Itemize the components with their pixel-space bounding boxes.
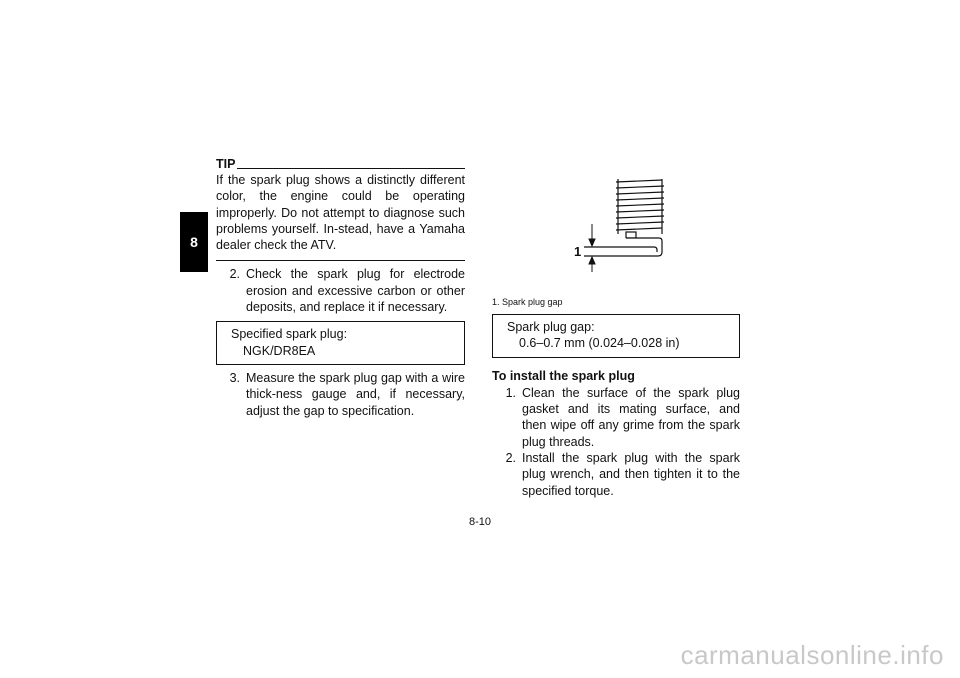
- watermark: carmanualsonline.info: [680, 640, 944, 670]
- step-number: 3.: [229, 370, 240, 385]
- tip-end-rule: [216, 260, 465, 261]
- figure-caption: 1. Spark plug gap: [492, 297, 563, 307]
- spark-plug-threads: [616, 179, 664, 234]
- tip-label: TIP: [216, 157, 236, 171]
- callout-1: 1: [574, 244, 582, 259]
- step-number: 2.: [229, 267, 240, 282]
- spark-plug-electrode: [584, 232, 662, 256]
- step-number: 1.: [505, 385, 516, 400]
- step-text: Check the spark plug for electrode erosion and excessive carbon or other deposits, and replace it if necessary.: [246, 267, 465, 315]
- spark-plug-gap-illustration: [544, 174, 724, 274]
- chapter-tab-number: 8: [190, 234, 198, 250]
- right-column: [492, 156, 740, 499]
- install-step-2: [492, 450, 740, 499]
- install-step-1: [492, 385, 740, 450]
- step-text: Clean the surface of the spark plug gasket and its mating surface, and then wipe off any grime from the spark plug threads.: [522, 385, 740, 449]
- spec-value: 0.6–0.7 mm (0.024–0.028 in): [519, 336, 680, 351]
- step-text: Measure the spark plug gap with a wire thick-ness gauge and, if necessary, adjust the gap to specification.: [246, 370, 465, 418]
- gap-dimension-arrows: [589, 224, 595, 272]
- spec-box-spark-plug-gap: [492, 314, 740, 358]
- step-2: [216, 266, 465, 315]
- spec-box-spark-plug: [216, 321, 465, 365]
- spark-plug-figure: [492, 156, 740, 294]
- section-title-install: To install the spark plug: [492, 368, 635, 383]
- step-number: 2.: [505, 451, 516, 466]
- spec-label: Spark plug gap:: [507, 320, 595, 334]
- spec-value: NGK/DR8EA: [243, 343, 316, 358]
- tip-rule: [237, 168, 465, 169]
- page-number: 8-10: [468, 516, 492, 528]
- step-3: [216, 370, 465, 419]
- spec-label: Specified spark plug:: [231, 327, 348, 342]
- tip-header: [216, 156, 465, 170]
- tip-body: If the spark plug shows a distinctly different color, the engine could be operating improperly. Do not attempt to diagnose such problems yourself. In-stead, have a Yamaha dealer check the ATV.: [216, 173, 465, 253]
- step-text: Install the spark plug with the spark plug wrench, and then tighten it to the specified torque.: [522, 451, 740, 498]
- chapter-tab: [180, 212, 208, 272]
- left-column: [216, 156, 465, 419]
